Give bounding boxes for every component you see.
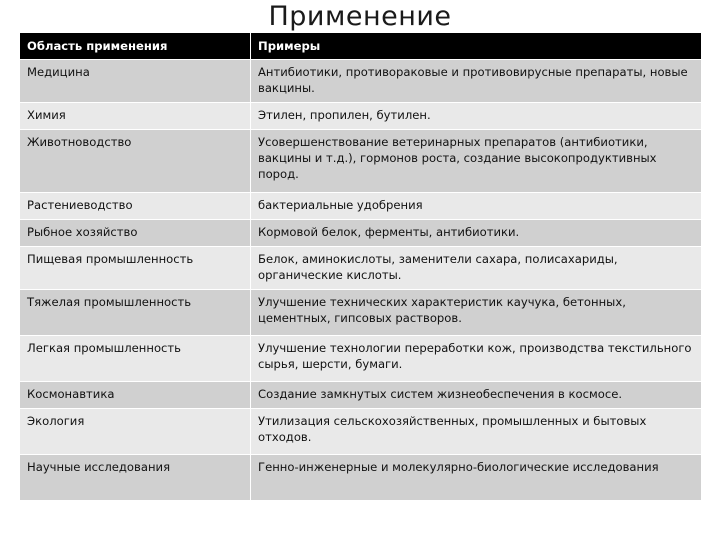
row-area: Химия bbox=[20, 103, 251, 130]
table-row bbox=[20, 60, 702, 103]
table-row bbox=[20, 103, 702, 130]
row-examples: Генно-инженерные и молекулярно-биологические исследования bbox=[251, 455, 702, 501]
table-row bbox=[20, 382, 702, 409]
header-area: Область применения bbox=[20, 33, 251, 60]
table-header-row bbox=[20, 33, 702, 60]
table-row bbox=[20, 130, 702, 193]
row-examples: Улучшение технических характеристик каучука, бетонных, цементных, гипсовых растворов. bbox=[251, 290, 702, 336]
row-area: Пищевая промышленность bbox=[20, 247, 251, 290]
row-area: Экология bbox=[20, 409, 251, 455]
row-area: Рыбное хозяйство bbox=[20, 220, 251, 247]
row-examples: Усовершенствование ветеринарных препаратов (антибиотики, вакцины и т.д.), гормонов роста, создание высокопродуктивных пород. bbox=[251, 130, 702, 193]
table-row bbox=[20, 455, 702, 501]
row-examples: Белок, аминокислоты, заменители сахара, полисахариды, органические кислоты. bbox=[251, 247, 702, 290]
table-row bbox=[20, 220, 702, 247]
row-area: Космонавтика bbox=[20, 382, 251, 409]
row-area: Научные исследования bbox=[20, 455, 251, 501]
row-examples: бактериальные удобрения bbox=[251, 193, 702, 220]
table-row bbox=[20, 336, 702, 382]
row-area: Растениеводство bbox=[20, 193, 251, 220]
table-row bbox=[20, 247, 702, 290]
row-examples: Кормовой белок, ферменты, антибиотики. bbox=[251, 220, 702, 247]
row-examples: Этилен, пропилен, бутилен. bbox=[251, 103, 702, 130]
table-row bbox=[20, 193, 702, 220]
table-row bbox=[20, 409, 702, 455]
row-examples: Улучшение технологии переработки кож, производства текстильного сырья, шерсти, бумаги. bbox=[251, 336, 702, 382]
row-examples: Создание замкнутых систем жизнеобеспечения в космосе. bbox=[251, 382, 702, 409]
row-area: Тяжелая промышленность bbox=[20, 290, 251, 336]
header-examples: Примеры bbox=[251, 33, 702, 60]
applications-table bbox=[19, 32, 702, 501]
row-examples: Утилизация сельскохозяйственных, промышленных и бытовых отходов. bbox=[251, 409, 702, 455]
row-area: Животноводство bbox=[20, 130, 251, 193]
row-area: Медицина bbox=[20, 60, 251, 103]
table-row bbox=[20, 290, 702, 336]
row-examples: Антибиотики, противораковые и противовирусные препараты, новые вакцины. bbox=[251, 60, 702, 103]
row-area: Легкая промышленность bbox=[20, 336, 251, 382]
page-title: Применение bbox=[268, 1, 452, 32]
